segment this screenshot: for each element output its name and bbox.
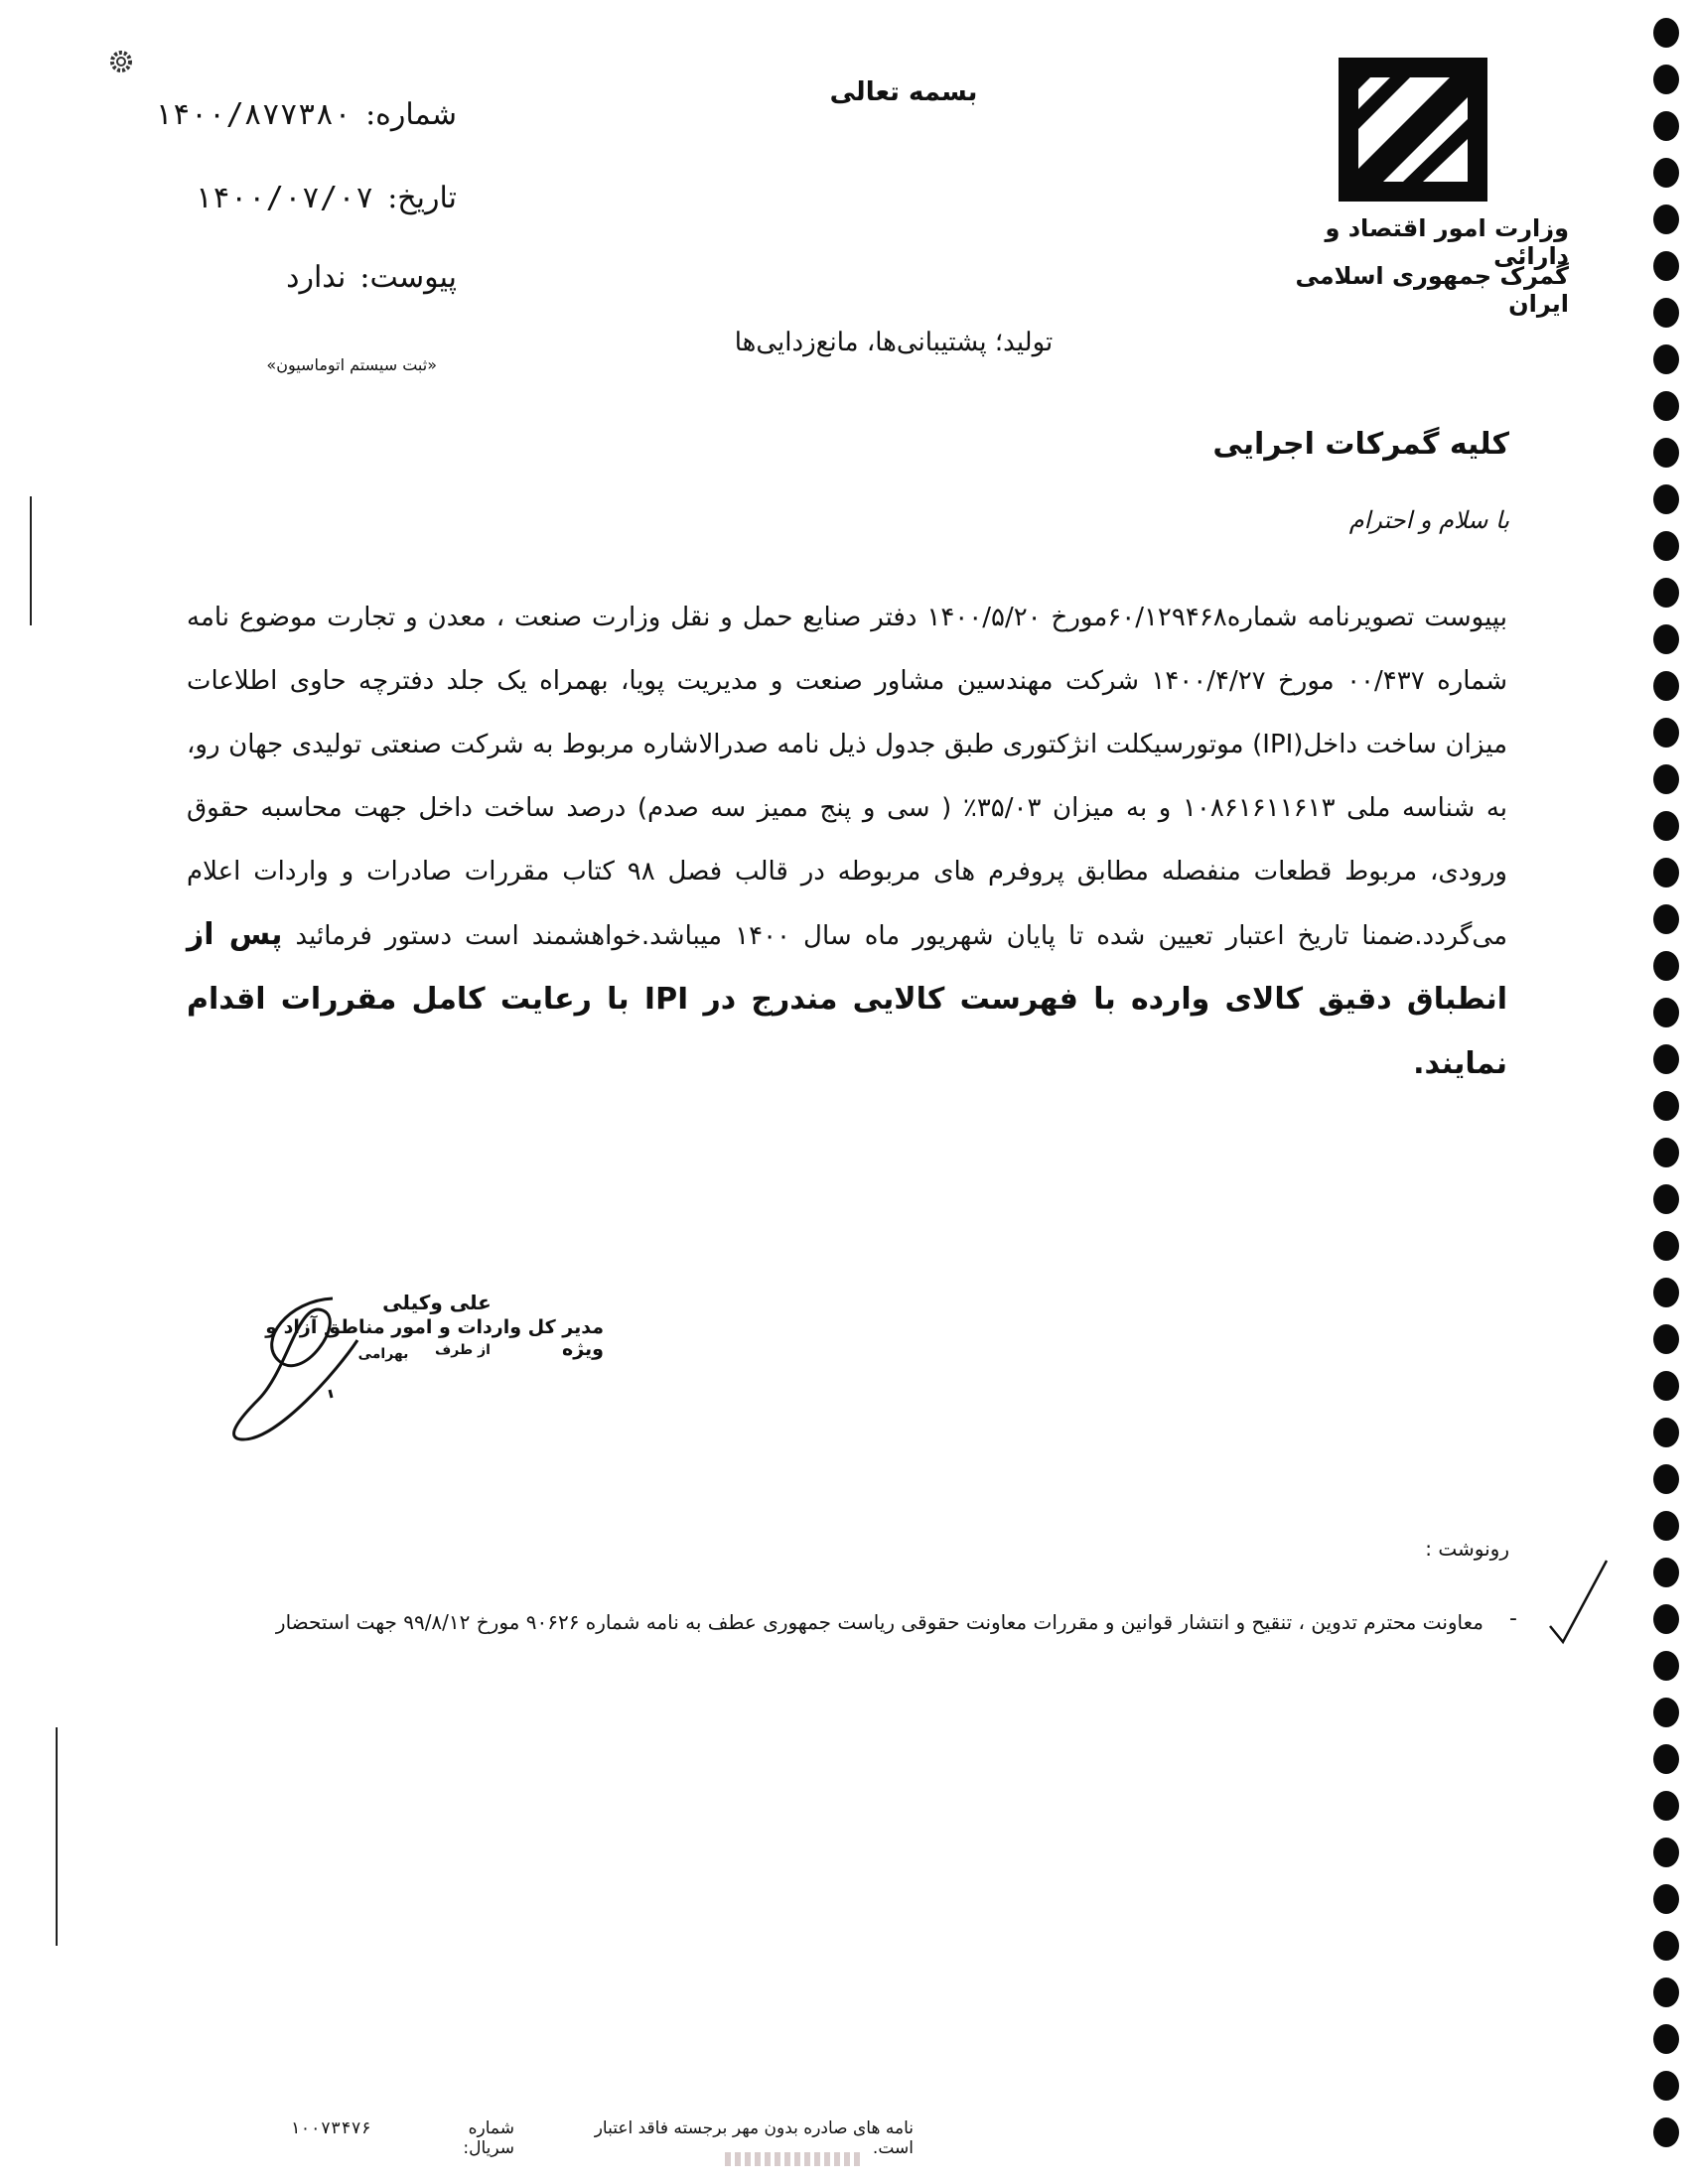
attachment-row (159, 260, 457, 295)
binder-hole (1653, 251, 1679, 281)
binder-hole (1653, 624, 1679, 654)
binder-hole (1653, 1324, 1679, 1354)
binder-hole (1653, 1184, 1679, 1214)
binder-hole (1653, 65, 1679, 94)
attachment-value: ندارد (286, 260, 347, 295)
binder-hole (1653, 1931, 1679, 1961)
gear-icon (107, 48, 135, 75)
binder-hole (1653, 1791, 1679, 1821)
binder-hole (1653, 1978, 1679, 2007)
letter-body (187, 586, 1507, 1097)
number-value: ۱۴۰۰/۸۷۷۳۸۰ (154, 97, 353, 132)
cc-item: معاونت محترم تدوین ، تنقیح و انتشار قوانین و مقررات معاونت حقوقی ریاست جمهوری عطف به نامه شماره ۹۰۶۲۶ مورخ ۹۹/۸/۱۲ جهت استحضار (275, 1610, 1483, 1634)
body-bold: پس از انطباق دقیق کالای وارده با فهرست کالایی مندرج در IPI با رعایت کامل مقررات اقدام نمایند. (187, 917, 1507, 1081)
serial-label: شماره سریال: (463, 2118, 514, 2158)
serial-value: ۱۰۰۷۳۴۷۶ (290, 2118, 371, 2138)
customs-name: گمرک جمهوری اسلامی ایران (1295, 262, 1569, 318)
binder-hole (1653, 671, 1679, 701)
binder-hole (1653, 578, 1679, 608)
binder-hole (1653, 1511, 1679, 1541)
binder-hole (1653, 904, 1679, 934)
system-note: «ثبت سیستم اتوماسیون» (266, 355, 437, 374)
binder-hole (1653, 764, 1679, 794)
binder-hole (1653, 438, 1679, 468)
binder-hole (1653, 298, 1679, 328)
binder-hole (1653, 1698, 1679, 1727)
binder-hole (1653, 1838, 1679, 1867)
scan-edge-line (30, 496, 32, 625)
binder-hole (1653, 811, 1679, 841)
binder-hole (1653, 2024, 1679, 2054)
binder-hole (1653, 1091, 1679, 1121)
date-label: تاریخ: (387, 181, 457, 215)
number-label: شماره: (365, 97, 457, 132)
binder-hole (1653, 205, 1679, 234)
binder-hole (1653, 1604, 1679, 1634)
binder-hole (1653, 858, 1679, 887)
binder-hole (1653, 1418, 1679, 1447)
binder-hole (1653, 1464, 1679, 1494)
letter-date-row (159, 181, 457, 215)
binder-hole (1653, 344, 1679, 374)
scan-edge-line (56, 1727, 58, 1946)
body-regular: بپیوست تصویرنامه شماره۶۰/۱۲۹۴۶۸مورخ ۱۴۰۰/۵/۲۰ دفتر صنایع حمل و نقل وزارت صنعت ، معدن و تجارت موضوع نامه شماره ۰۰/۴۳۷ مورخ ۱۴۰۰/۴/۲۷ شرکت مهندسین مشاور صنعت و مدیریت پویا، بهمراه یک جلد دفترچه حاوی اطلاعات میزان ساخت داخل(IPI) موتورسیکلت انژکتوری طبق جدول ذیل نامه صدرالاشاره مربوط به شرکت صنعتی تولیدی جهان رو، به شناسه ملی ۱۰۸۶۱۶۱۱۶۱۳ و به میزان ۳۵/۰۳٪ ( سی و پنج ممیز سه صدم) درصد ساخت داخل جهت محاسبه حقوق ورودی، مربوط قطعات منفصله مطابق پروفرم های مربوطه در قالب فصل ۹۸ کتاب مقررات صادرات و واردات اعلام می‌گردد.ضمنا تاریخ اعتبار تعیین شده تا پایان شهریور ماه سال ۱۴۰۰ میباشد.خواهشمند است دستور فرمائید (187, 603, 1507, 951)
greeting: با سلام و احترام (1348, 506, 1509, 534)
binder-hole (1653, 158, 1679, 188)
binder-hole (1653, 1044, 1679, 1074)
basmala: بسمه تعالی (829, 77, 978, 107)
attachment-label: پیوست: (359, 260, 457, 295)
on-behalf-name: بهرامی (357, 1346, 409, 1362)
binder-hole (1653, 1231, 1679, 1261)
binder-hole (1653, 1884, 1679, 1914)
binder-hole (1653, 18, 1679, 48)
recipient: کلیه گمرکات اجرایی (1212, 427, 1509, 462)
cc-label: رونوشت : (1425, 1537, 1509, 1561)
binder-hole (1653, 1651, 1679, 1681)
binder-hole (1653, 484, 1679, 514)
binder-holes (1647, 18, 1687, 2172)
binder-hole (1653, 1744, 1679, 1774)
binder-hole (1653, 1558, 1679, 1587)
binder-hole (1653, 531, 1679, 561)
ministry-name: وزارت امور اقتصاد و دارائی (1325, 214, 1569, 270)
customs-logo (1339, 58, 1487, 202)
binder-hole (1653, 391, 1679, 421)
binder-hole (1653, 2117, 1679, 2147)
check-mark (1545, 1557, 1615, 1646)
validity-note: نامه های صادره بدون مهر برجسته فاقد اعتبار است. (594, 2118, 914, 2158)
signatory-name: علی وکیلی (382, 1291, 492, 1314)
signatory-title: مدیر کل واردات و امور مناطق آزاد و ویژه (265, 1316, 604, 1360)
slogan: تولید؛ پشتیبانی‌ها، مانع‌زدایی‌ها (734, 328, 1054, 357)
binder-hole (1653, 2071, 1679, 2101)
binder-hole (1653, 998, 1679, 1027)
binder-hole (1653, 718, 1679, 748)
binder-hole (1653, 1138, 1679, 1167)
binder-hole (1653, 951, 1679, 981)
handwritten-signature (218, 1281, 417, 1449)
on-behalf-label: از طرف (435, 1342, 491, 1358)
binder-hole (1653, 1371, 1679, 1401)
date-value: ۱۴۰۰/۰۷/۰۷ (194, 181, 374, 215)
binder-hole (1653, 111, 1679, 141)
cc-dash: - (1509, 1606, 1517, 1631)
binder-hole (1653, 1278, 1679, 1307)
letter-number-row (154, 97, 457, 132)
embossed-seal-mark (725, 2152, 864, 2166)
